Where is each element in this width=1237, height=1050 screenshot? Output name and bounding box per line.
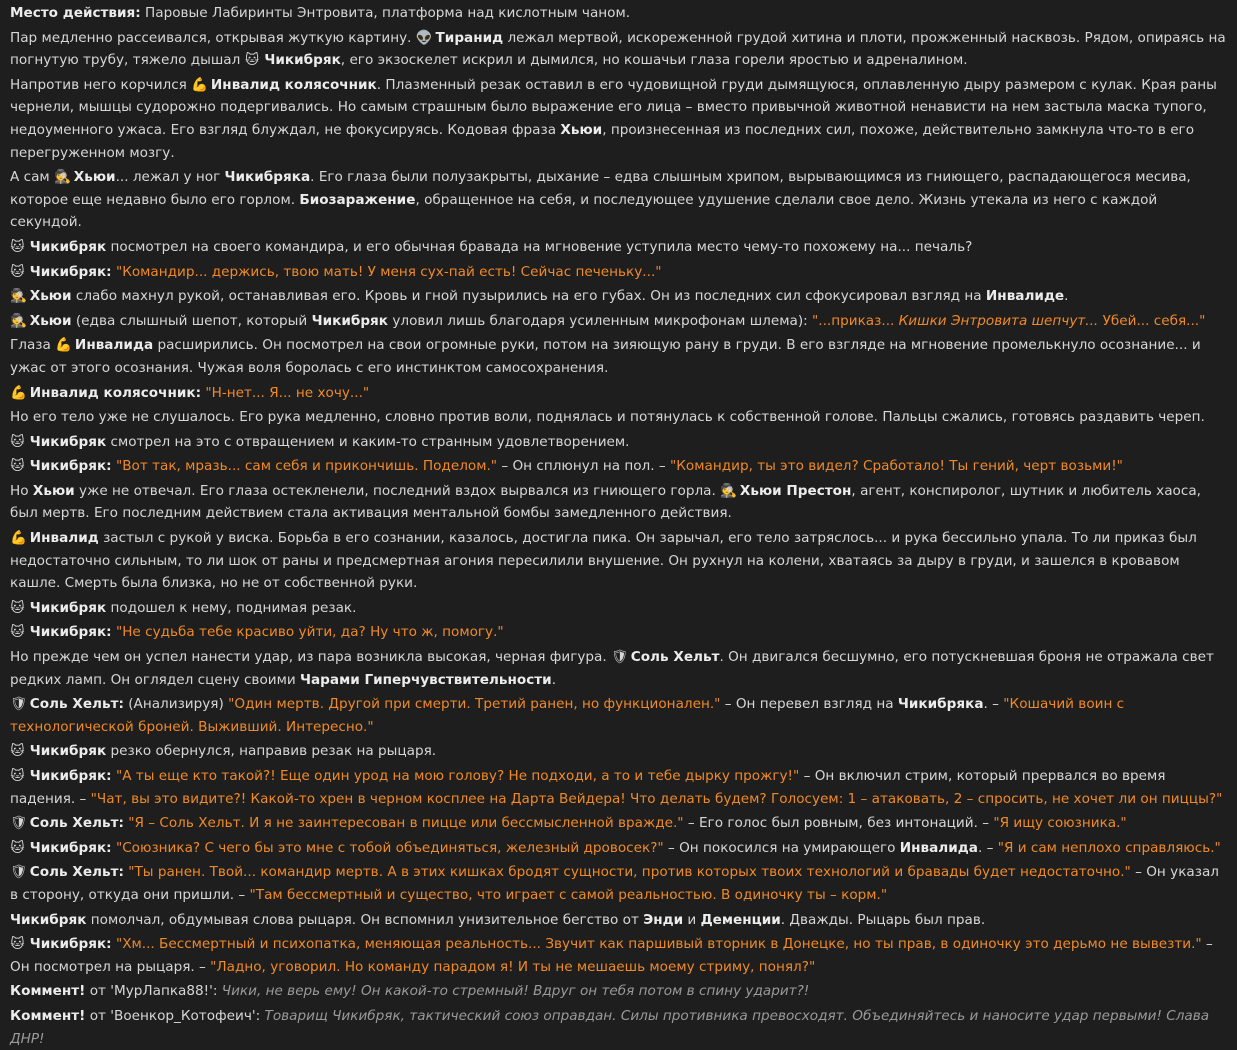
chikibryak-icon: 🐱	[10, 624, 25, 641]
bold-text: Хьюи	[560, 121, 603, 138]
sol-icon: 🛡	[10, 815, 28, 832]
narration-text: , агент, конспиролог, шутник и любитель хаоса, был мертв. Его последним действием стала активация ментальной бомбы замедленного действия.	[10, 482, 1201, 522]
narration-text: Напротив него корчился	[10, 76, 192, 93]
narration-text: уже не отвечал. Его глаза остекленели, последний вздох вырвался из гниющего горла.	[74, 482, 721, 499]
story-paragraph	[10, 621, 1227, 644]
bold-text: Соль Хельт:	[25, 815, 124, 832]
bold-text: Хьюи	[25, 312, 72, 329]
story-paragraph	[10, 236, 1227, 259]
dialogue-quote: "Ладно, уговорил. Но команду парадом я! И ты не мешаешь моему стриму, понял?"	[210, 958, 816, 975]
bold-text: Чикибряк	[25, 743, 107, 760]
story-paragraph	[10, 837, 1227, 860]
dialogue-quote: "Один мертв. Другой при смерти. Третий ранен, но функционален."	[228, 696, 721, 713]
bold-text: Чикибряк:	[25, 768, 112, 784]
narration-text: Но	[10, 482, 33, 499]
narration-text: – Он включил стрим, который прервался во время падения. –	[10, 768, 1166, 807]
invalid-icon: 💪	[55, 337, 73, 354]
dialogue-quote: "А ты еще кто такой?! Еще один урод на мою голову? Не подходи, а то и тебе дырку прожгу!"	[115, 768, 800, 784]
dialogue-quote: "Командир... держись, твою мать! У меня сух-пай есть! Сейчас печеньку..."	[115, 263, 662, 280]
tyranid-icon: 👽	[415, 29, 433, 46]
chikibryak-icon: 🐱	[10, 599, 25, 616]
chikibryak-icon: 🐱	[10, 743, 25, 760]
bold-text: Инвалид колясочник	[206, 76, 377, 93]
dialogue-quote: "Н-нет... Я... не хочу..."	[205, 384, 370, 401]
narration-text: уловил лишь благодаря усиленным микрофонам шлема):	[388, 312, 813, 329]
bold-text: Коммент!	[10, 983, 86, 1000]
story-paragraph	[10, 861, 1227, 906]
story-paragraph	[10, 740, 1227, 763]
narration-text: Паровые Лабиринты Энтровита, платформа над кислотным чаном.	[140, 5, 631, 21]
bold-text: Чикибряк:	[25, 263, 112, 280]
bold-text: Хьюи	[32, 482, 75, 499]
narration-text: помолчал, обдумывая слова рыцаря. Он вспомнил унизительное бегство от	[86, 911, 644, 928]
narration-text: .	[1064, 288, 1069, 305]
bold-text: Инвалида	[899, 839, 978, 856]
bold-text: Тиранид	[430, 29, 504, 46]
chat-comment	[10, 980, 1227, 1003]
narration-text: . –	[977, 839, 998, 856]
bold-text: Биозаражение	[299, 191, 416, 208]
narration-text: – Его голос был ровным, без интонаций. –	[683, 815, 994, 832]
bold-text: Чикибряк:	[25, 936, 112, 953]
dialogue-quote: Убей... себя..."	[1098, 312, 1206, 329]
hewey-icon: 🕵	[10, 288, 27, 305]
story-paragraph	[10, 166, 1227, 234]
hewey-icon: 🕵	[720, 482, 738, 499]
narration-text: резко обернулся, направив резак на рыцаря.	[106, 743, 437, 760]
chat-comment	[10, 1005, 1227, 1050]
sol-icon: 🛡	[10, 696, 28, 713]
narration-text: . –	[983, 696, 1004, 713]
chikibryak-icon: 🐱	[10, 458, 25, 475]
invalid-icon: 💪	[10, 530, 27, 547]
bold-text: Чикибряк	[10, 911, 87, 928]
scene-line	[10, 2, 1227, 25]
dialogue-quote: "Вот так, мразь... сам себя и прикончишь. Поделом."	[115, 458, 498, 475]
bold-text: Коммент!	[10, 1007, 86, 1024]
narration-text: застыл с рукой у виска. Борьба в его сознании, казалось, достигла пика. Он зарычал, его тело затряслось... и рука бессильно упала. То ли приказ был недостаточно сильным, то ли шок от раны и предсмертная агония пересилили внушение. Он рухнул на колени, хватаясь за дыру в груди, и зашелся в кровавом кашле. Смерть была близка, но не от собственной руки.	[10, 530, 1197, 592]
chikibryak-icon: 🐱	[10, 238, 25, 255]
bold-text: Деменции	[700, 911, 781, 928]
narration-text: посмотрел на своего командира, и его обычная бравада на мгновение уступила место чему-то похожему на... печаль?	[106, 238, 973, 255]
story-paragraph	[10, 812, 1227, 835]
narration-text: Пар медленно рассеивался, открывая жуткую картину.	[10, 29, 416, 46]
narration-text: и	[683, 911, 701, 928]
dialogue-quote: "Чат, вы это видите?! Какой-то хрен в черном косплее на Дарта Вейдера! Что делать будем? Голосуем: 1 – атаковать, 2 – спросить, не хочет ли он пиццы?"	[90, 790, 1223, 807]
narration-text: от 'Военкор_Котофеич':	[85, 1007, 265, 1024]
narration-text: ... лежал у ног	[115, 169, 225, 186]
narration-text: Но его тело уже не слушалось. Его рука медленно, словно против воли, поднялась и потянулась к собственной голове. Пальцы сжались, готовясь раздавить череп.	[10, 409, 1205, 426]
bold-text: Чарами Гиперчувствительности	[300, 671, 552, 688]
bold-text: Хьюи	[25, 288, 72, 305]
story-paragraph	[10, 909, 1227, 932]
story-paragraph	[10, 765, 1227, 810]
dialogue-quote-italic: Кишки Энтровита шепчут...	[898, 312, 1099, 329]
bold-text: Место действия:	[10, 5, 141, 21]
narration-text: от 'МурЛапка88!':	[85, 983, 222, 1000]
dialogue-quote: "Ты ранен. Твой... командир мертв. А в этих кишках бродят сущности, против которых твоих технологий и бравады будет недостаточно."	[128, 864, 1131, 881]
bold-text: Чикибряк	[25, 599, 107, 616]
chikibryak-icon: 🐱	[10, 433, 25, 450]
bold-text: Чикибряк:	[25, 839, 112, 856]
story-paragraph	[10, 933, 1227, 978]
narration-text: – Он указал в сторону, откуда они пришли. –	[10, 864, 1219, 903]
story-paragraph	[10, 74, 1227, 164]
narration-text: Но прежде чем он успел нанести удар, из пара возникла высокая, черная фигура.	[10, 649, 611, 666]
story-paragraph	[10, 382, 1227, 405]
narration-text: (едва слышный шепот, который	[71, 312, 312, 329]
sol-icon: 🛡	[611, 649, 629, 666]
hewey-icon: 🕵	[54, 169, 71, 186]
story-paragraph	[10, 334, 1227, 379]
bold-text: Инвалида	[70, 337, 154, 354]
bold-text: Чикибряка	[224, 169, 311, 186]
bold-text: Инвалид	[25, 530, 99, 547]
narration-text: . Его глаза были полузакрыты, дыхание – едва слышным хрипом, вырывающимся из гниющего, распадающегося месива, которое еще недавно было его горлом.	[10, 169, 1191, 208]
story-paragraph	[10, 406, 1227, 429]
dialogue-quote: "...приказ...	[812, 312, 899, 329]
bold-text: Хьюи Престон	[735, 482, 852, 499]
invalid-icon: 💪	[10, 384, 27, 401]
bold-text: Инвалид колясочник:	[25, 384, 202, 401]
comment-text: Чики, не верь ему! Он какой-то стремный! Вдруг он тебя потом в спину ударит?!	[221, 983, 810, 1000]
dialogue-quote: "Кошачий воин с технологической броней. Выживший. Интересно."	[10, 696, 1125, 735]
narration-text: (Анализируя)	[123, 696, 229, 713]
narration-text: .	[551, 671, 557, 688]
narration-text: . Плазменный резак оставил в его чудовищной груди дымящуюся, оплавленную дыру размером с кулак. Края раны чернели, мышцы судорожно подергивались. Но самым страшным было выражение его лица – вместо привычной животной ненависти на нем застыла маска тупого, недоуменного ужаса. Его взгляд блуждал, не фокусируясь. Кодовая фраза	[10, 76, 1217, 138]
story-paragraph	[10, 597, 1227, 620]
chikibryak-icon: 🐱	[10, 768, 25, 784]
bold-text: Энди	[643, 911, 684, 928]
story-paragraph	[10, 693, 1227, 738]
story-paragraph	[10, 285, 1227, 308]
dialogue-quote: "Не судьба тебе красиво уйти, да? Ну что ж, помогу."	[115, 624, 504, 641]
narration-text: , обращенное на себя, и последующее удушение сделали свое дело. Жизнь утекала из него с каждой секундой.	[10, 191, 1158, 231]
bold-text: Чикибряк	[25, 238, 107, 255]
bold-text: Инвалиде	[985, 288, 1065, 305]
invalid-icon: 💪	[191, 76, 209, 93]
hewey-icon: 🕵	[10, 312, 27, 329]
dialogue-quote: "Там бессмертный и существо, что играет с самой реальностью. В одиночку ты – корм."	[249, 886, 888, 903]
narration-text: Глаза	[10, 337, 56, 354]
dialogue-quote: "Я – Соль Хельт. И я не заинтересован в пицце или бессмысленной вражде."	[128, 815, 684, 832]
dialogue-quote: "Союзника? С чего бы это мне с тобой объединяться, железный дровосек?"	[115, 839, 664, 856]
bold-text: Чикибряк	[259, 52, 341, 69]
dialogue-quote: "Я ищу союзника."	[993, 815, 1127, 832]
narration-text: . Дважды. Рыцарь был прав.	[780, 911, 986, 928]
chikibryak-icon: 🐱	[245, 52, 260, 69]
narration-text: смотрел на это с отвращением и каким-то странным удовлетворением.	[106, 433, 630, 450]
narration-text: – Он сплюнул на пол. –	[497, 458, 671, 475]
bold-text: Чикибряк:	[25, 624, 112, 641]
narration-text: расширились. Он посмотрел на свои огромные руки, потом на зияющую рану в груди. В его взгляде на мгновение промелькнуло осознание... и ужас от этого осознания. Чужая воля боролась с его инстинктом самосохранения.	[10, 337, 1201, 376]
story-paragraph	[10, 27, 1227, 72]
narration-text: – Он посмотрел на рыцаря. –	[10, 936, 1213, 975]
comment-text: Товарищ Чикибряк, тактический союз оправдан. Силы противника превосходят. Объединяйтесь и наносите удар первыми! Слава ДНР!	[10, 1007, 1210, 1047]
chikibryak-icon: 🐱	[10, 936, 25, 953]
bold-text: Соль Хельт:	[25, 864, 124, 881]
chikibryak-icon: 🐱	[10, 839, 25, 856]
story-paragraph	[10, 646, 1227, 691]
narration-text: , его экзоскелет искрил и дымился, но кошачьи глаза горели яростью и адреналином.	[340, 52, 968, 69]
chikibryak-icon: 🐱	[10, 263, 25, 280]
narration-text: А сам	[10, 169, 55, 186]
narration-text: – Он перевел взгляд на	[720, 696, 898, 713]
story-paragraph	[10, 261, 1227, 284]
story-paragraph	[10, 431, 1227, 454]
bold-text: Соль Хельт	[626, 649, 720, 666]
sol-icon: 🛡	[10, 864, 28, 881]
story-paragraph	[10, 480, 1227, 525]
story-paragraph	[10, 527, 1227, 595]
dialogue-quote: "Я и сам неплохо справляюсь."	[997, 839, 1221, 856]
bold-text: Чикибряк:	[25, 458, 112, 475]
story-paragraph	[10, 310, 1227, 333]
bold-text: Чикибряк	[25, 433, 107, 450]
bold-text: Хьюи	[69, 169, 116, 186]
dialogue-quote: "Хм... Бессмертный и психопатка, меняющая реальность... Звучит как паршивый вторник в Донецке, но ты прав, в одиночку это дерьмо не вывезти."	[115, 936, 1202, 953]
bold-text: Чикибряка	[897, 696, 984, 713]
narration-text: . Он двигался бесшумно, его потускневшая броня не отражала свет редких ламп. Он оглядел сцену своими	[10, 649, 1214, 688]
narration-text: , произнесенная из последних сил, похоже, действительно замкнула что-то в его перегруженном мозгу.	[10, 121, 1195, 161]
dialogue-quote: "Командир, ты это видел? Сработало! Ты гений, черт возьми!"	[670, 458, 1123, 475]
bold-text: Чикибряк	[311, 312, 389, 329]
narration-text: подошел к нему, поднимая резак.	[106, 599, 357, 616]
narration-text: слабо махнул рукой, останавливая его. Кровь и гной пузырились на его губах. Он из последних сил сфокусировал взгляд на	[71, 288, 986, 305]
narration-text: – Он покосился на умирающего	[663, 839, 900, 856]
story-paragraph	[10, 455, 1227, 478]
bold-text: Соль Хельт:	[25, 696, 124, 713]
narration-text: лежал мертвой, искореженной грудой хитина и плоти, прожженный насквозь. Рядом, опираясь на погнутую трубу, тяжело дышал	[10, 29, 1226, 69]
